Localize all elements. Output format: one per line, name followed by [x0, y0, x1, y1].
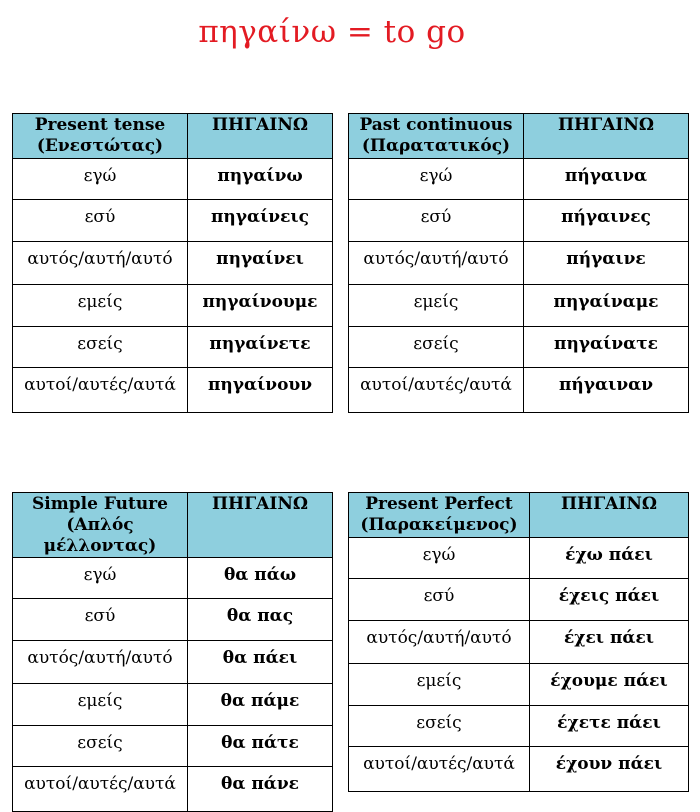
- table-row: [349, 538, 689, 579]
- table-row: [13, 200, 333, 242]
- verb-form-cell: πηγαίναμε: [524, 285, 689, 327]
- verb-header: ΠΗΓΑΙΝΩ: [524, 114, 689, 159]
- tense-header: [13, 114, 188, 159]
- pronoun-cell: εσύ: [13, 599, 188, 641]
- table-row: [13, 641, 333, 684]
- verb-form-cell: πηγαίνω: [188, 159, 333, 200]
- verb-form-cell: πήγαινε: [524, 242, 689, 285]
- verb-header: ΠΗΓΑΙΝΩ: [188, 493, 333, 558]
- verb-header: ΠΗΓΑΙΝΩ: [188, 114, 333, 159]
- verb-form-cell: πήγαινα: [524, 159, 689, 200]
- tense-header: [349, 493, 530, 538]
- verb-form-cell: έχει πάει: [530, 621, 689, 664]
- table-row: [349, 159, 689, 200]
- tense-name: Present Perfect: [365, 494, 513, 514]
- past-continuous-table: [348, 113, 689, 413]
- pronoun-cell: εμείς: [349, 285, 524, 327]
- table-header-row: [349, 114, 689, 159]
- verb-form-cell: πηγαίνουν: [188, 368, 333, 413]
- verb-form-cell: θα πάω: [188, 558, 333, 599]
- tense-greek-name: (Ενεστώτας): [36, 136, 164, 156]
- pronoun-cell: αυτός/αυτή/αυτό: [13, 641, 188, 684]
- verb-form-cell: έχω πάει: [530, 538, 689, 579]
- verb-form-cell: πηγαίνετε: [188, 327, 333, 368]
- pronoun-cell: εσύ: [13, 200, 188, 242]
- table-row: [13, 285, 333, 327]
- pronoun-cell: αυτός/αυτή/αυτό: [13, 242, 188, 285]
- verb-form-cell: θα πάει: [188, 641, 333, 684]
- table-row: [13, 558, 333, 599]
- table-row: [13, 767, 333, 812]
- pronoun-cell: εγώ: [13, 558, 188, 599]
- table-row: [349, 706, 689, 747]
- table-row: [349, 242, 689, 285]
- verb-form-cell: θα πάνε: [188, 767, 333, 812]
- pronoun-cell: εμείς: [13, 684, 188, 726]
- verb-form-cell: πηγαίνουμε: [188, 285, 333, 327]
- tense-header: [13, 493, 188, 558]
- table-row: [349, 368, 689, 413]
- verb-form-cell: πήγαιναν: [524, 368, 689, 413]
- pronoun-cell: εσείς: [349, 327, 524, 368]
- pronoun-cell: εσείς: [13, 726, 188, 767]
- tense-greek-name: (Παρακείμενος): [360, 515, 518, 535]
- pronoun-cell: εμείς: [349, 664, 530, 706]
- table-header-row: [349, 493, 689, 538]
- table-row: [349, 327, 689, 368]
- tense-greek-name: (Παρατατικός): [361, 136, 511, 156]
- table-row: [13, 368, 333, 413]
- pronoun-cell: εγώ: [349, 538, 530, 579]
- present-tense-table: [12, 113, 333, 413]
- verb-header: ΠΗΓΑΙΝΩ: [530, 493, 689, 538]
- table-row: [13, 599, 333, 641]
- verb-form-cell: θα πας: [188, 599, 333, 641]
- pronoun-cell: εσείς: [13, 327, 188, 368]
- table-row: [13, 726, 333, 767]
- pronoun-cell: εγώ: [13, 159, 188, 200]
- verb-form-cell: πηγαίνατε: [524, 327, 689, 368]
- tense-greek-name: (Απλός μέλλοντας): [43, 515, 157, 556]
- table-row: [349, 285, 689, 327]
- pronoun-cell: αυτοί/αυτές/αυτά: [13, 368, 188, 413]
- pronoun-cell: εσείς: [349, 706, 530, 747]
- pronoun-cell: αυτοί/αυτές/αυτά: [13, 767, 188, 812]
- pronoun-cell: εσύ: [349, 200, 524, 242]
- table-row: [13, 159, 333, 200]
- verb-form-cell: έχεις πάει: [530, 579, 689, 621]
- table-row: [349, 621, 689, 664]
- tense-name: Present tense: [34, 115, 166, 135]
- verb-form-cell: θα πάτε: [188, 726, 333, 767]
- pronoun-cell: αυτοί/αυτές/αυτά: [349, 368, 524, 413]
- pronoun-cell: εγώ: [349, 159, 524, 200]
- tense-name: Simple Future: [32, 494, 168, 514]
- table-row: [349, 664, 689, 706]
- pronoun-cell: αυτός/αυτή/αυτό: [349, 621, 530, 664]
- present-perfect-table: [348, 492, 689, 792]
- tense-header: [349, 114, 524, 159]
- verb-form-cell: πηγαίνεις: [188, 200, 333, 242]
- pronoun-cell: αυτοί/αυτές/αυτά: [349, 747, 530, 792]
- pronoun-cell: αυτός/αυτή/αυτό: [349, 242, 524, 285]
- verb-form-cell: πηγαίνει: [188, 242, 333, 285]
- table-row: [349, 200, 689, 242]
- verb-form-cell: έχετε πάει: [530, 706, 689, 747]
- table-row: [13, 327, 333, 368]
- table-header-row: [13, 114, 333, 159]
- simple-future-table: [12, 492, 333, 812]
- table-row: [13, 242, 333, 285]
- table-row: [349, 579, 689, 621]
- tense-name: Past continuous: [359, 115, 513, 135]
- pronoun-cell: εμείς: [13, 285, 188, 327]
- verb-form-cell: έχουν πάει: [530, 747, 689, 792]
- table-row: [13, 684, 333, 726]
- verb-form-cell: έχουμε πάει: [530, 664, 689, 706]
- page-title: πηγαίνω = to go: [198, 14, 466, 50]
- table-row: [349, 747, 689, 792]
- table-header-row: [13, 493, 333, 558]
- verb-form-cell: πήγαινες: [524, 200, 689, 242]
- pronoun-cell: εσύ: [349, 579, 530, 621]
- verb-form-cell: θα πάμε: [188, 684, 333, 726]
